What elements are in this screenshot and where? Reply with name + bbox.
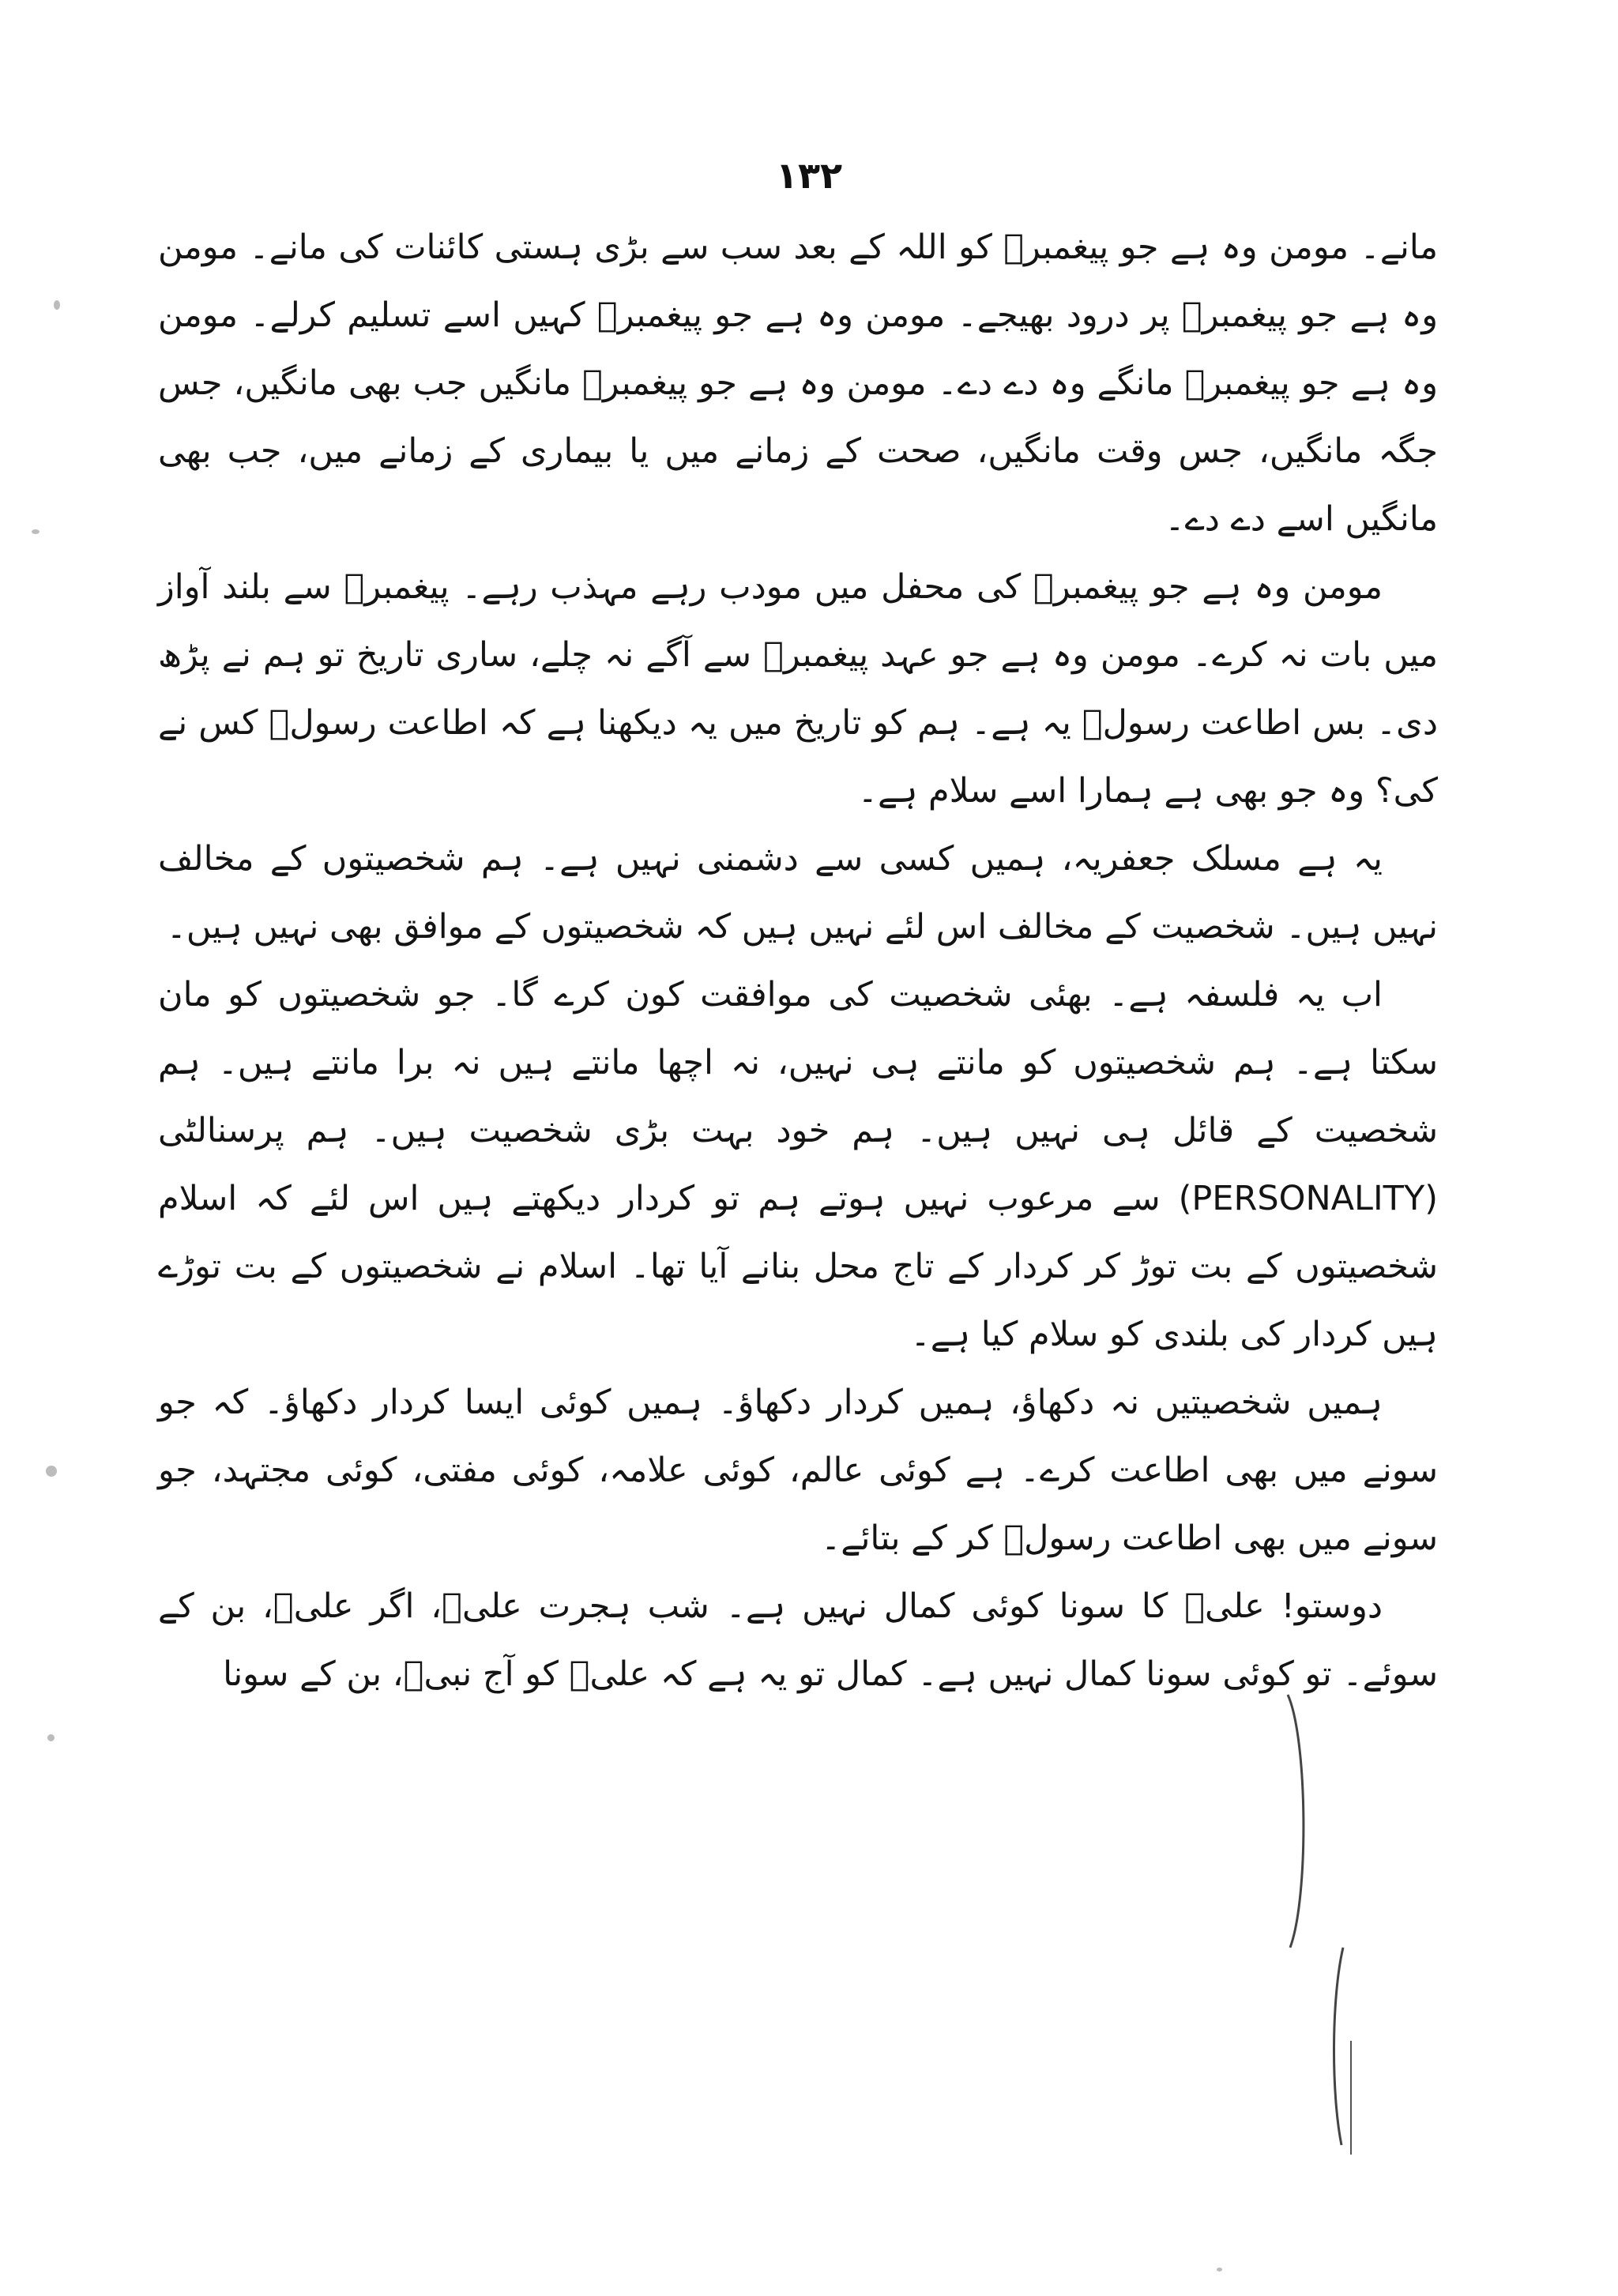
scan-speck — [32, 529, 40, 534]
paragraph: دوستو! علیؑ کا سونا کوئی کمال نہیں ہے۔ شب ہجرت علیؑ، اگر علیؑ، بن کے سوئے۔ تو کوئی سونا کمال نہیں ہے۔ کمال تو یہ ہے کہ علیؑ کو آج نبیؐ، بن کے سونا — [158, 1586, 1438, 1694]
scan-speck — [46, 1466, 57, 1477]
scan-speck — [47, 1734, 55, 1741]
paragraph: ہمیں شخصیتیں نہ دکھاؤ، ہمیں کردار دکھاؤ۔ ہمیں کوئی ایسا کردار دکھاؤ۔ کہ جو سونے میں بھی اطاعت کرے۔ ہے کوئی عالم، کوئی علامہ، کوئی مفتی، کوئی مجتہد، جو سونے میں بھی اطاعت رسولؐ کر کے بتائے۔ — [158, 1383, 1438, 1558]
page-number: ۱۳۲ — [775, 154, 843, 197]
paragraph: اب یہ فلسفہ ہے۔ بھئی شخصیت کی موافقت کون کرے گا۔ جو شخصیتوں کو مان سکتا ہے۔ ہم شخصیتوں کو مانتے ہی نہیں، نہ اچھا مانتے ہیں نہ برا مانتے ہیں۔ ہم شخصیت کے قائل ہی نہیں ہیں۔ ہم خود بہت بڑی شخصیت ہیں۔ ہم پرسنالٹی (PERSONALITY) سے مرعوب نہیں ہوتے ہم تو کردار دیکھتے ہیں اس لئے کہ اسلام شخصیتوں کے بت توڑ کر کردار کے تاج محل بنانے آیا تھا۔ اسلام نے شخصیتوں کے بت توڑے ہیں کردار کی بلندی کو سلام کیا ہے۔ — [158, 975, 1438, 1354]
page-body — [158, 213, 1438, 2268]
margin-bracket-mark — [1284, 1691, 1315, 1952]
paragraph: یہ ہے مسلک جعفریہ، ہمیں کسی سے دشمنی نہیں ہے۔ ہم شخصیتوں کے مخالف نہیں ہیں۔ شخصیت کے مخالف اس لئے نہیں ہیں کہ شخصیتوں کے موافق بھی نہیں ہیں۔ — [158, 839, 1438, 947]
paragraph: مومن وہ ہے جو پیغمبرؐ کی محفل میں مودب رہے مہذب رہے۔ پیغمبرؐ سے بلند آواز میں بات نہ کرے۔ مومن وہ ہے جو عہد پیغمبرؐ سے آگے نہ چلے، ساری تاریخ تو ہم نے پڑھ دی۔ بس اطاعت رسولؐ یہ ہے۔ ہم کو تاریخ میں یہ دیکھنا ہے کہ اطاعت رسولؐ کس نے کی؟ وہ جو بھی ہے ہمارا اسے سلام ہے۔ — [158, 567, 1438, 811]
scan-speck — [1217, 2268, 1222, 2272]
margin-bracket-mark — [1343, 2038, 1359, 2157]
paragraph: مانے۔ مومن وہ ہے جو پیغمبرؐ کو اللہ کے بعد سب سے بڑی ہستی کائنات کی مانے۔ مومن وہ ہے جو پیغمبرؐ پر درود بھیجے۔ مومن وہ ہے جو پیغمبرؐ کہیں اسے تسلیم کرلے۔ مومن وہ ہے جو پیغمبرؐ مانگے وہ دے دے۔ مومن وہ ہے جو پیغمبرؐ مانگیں جب بھی مانگیں، جس جگہ مانگیں، جس وقت مانگیں، صحت کے زمانے میں یا بیماری کے زمانے میں، جب بھی مانگیں اسے دے دے۔ — [158, 228, 1438, 539]
scan-speck — [54, 300, 60, 310]
